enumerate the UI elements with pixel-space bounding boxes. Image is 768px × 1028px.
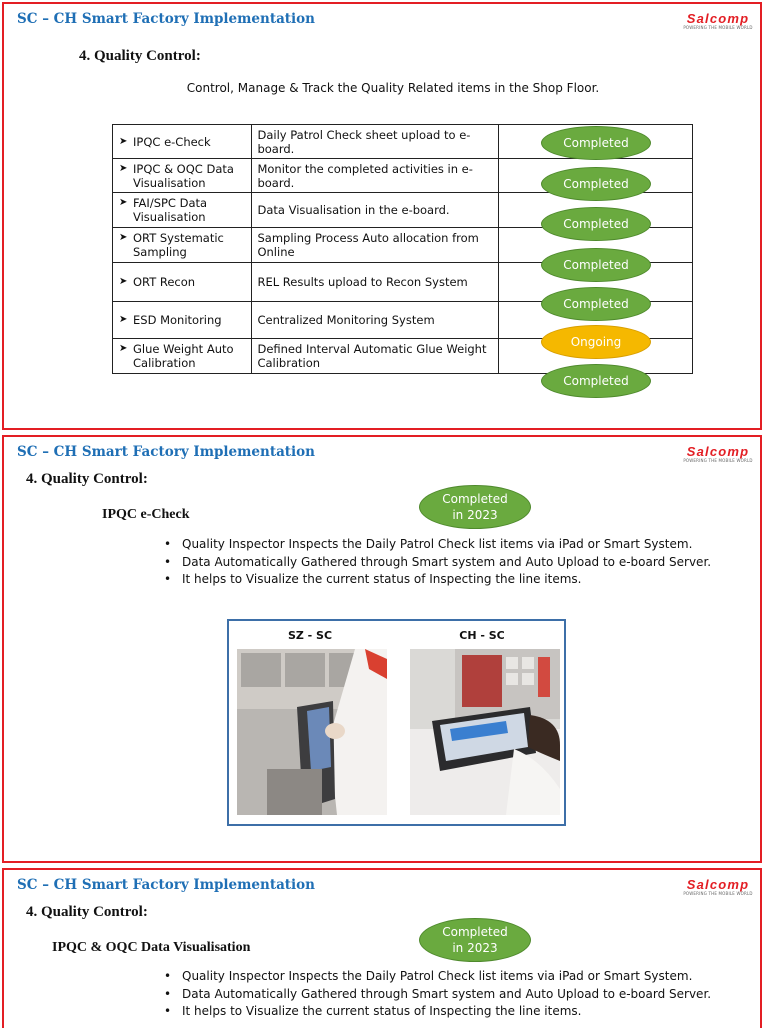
logo-wordmark: Salcomp [686, 11, 750, 26]
arrow-bullet-icon: ➤ [119, 232, 128, 243]
sub-heading: IPQC e-Check [102, 507, 190, 522]
logo-tagline: POWERING THE MOBILE WORLD [683, 25, 753, 30]
item-name: ORT Recon [133, 275, 196, 289]
slide-quality-control-overview [2, 2, 762, 430]
status-badge: Completed [541, 126, 651, 160]
photo-panel [227, 619, 566, 826]
arrow-bullet-icon: ➤ [119, 135, 128, 147]
logo-wordmark: Salcomp [686, 877, 750, 892]
item-description: Daily Patrol Check sheet upload to e-board. [252, 125, 499, 159]
item-description: Monitor the completed activities in e-board. [252, 159, 499, 193]
arrow-bullet-icon: ➤ [119, 162, 128, 174]
completion-badge [419, 918, 531, 962]
item-description: Sampling Process Auto allocation from Online [252, 228, 499, 263]
list-item: • Quality Inspector Inspects the Daily Patrol Check list items via iPad or Smart System. [164, 969, 693, 983]
item-name: IPQC & OQC Data Visualisation [133, 161, 234, 190]
list-item: • It helps to Visualize the current status of Inspecting the line items. [164, 572, 582, 586]
photo-caption: SZ - SC [287, 629, 333, 642]
arrow-bullet-icon: ➤ [119, 343, 128, 354]
completion-badge [419, 485, 531, 529]
logo-tagline: POWERING THE MOBILE WORLD [683, 458, 753, 463]
bullet-list [164, 536, 711, 589]
status-badge: Completed [541, 364, 651, 398]
badge-line: Completed [442, 492, 508, 506]
item-description: REL Results upload to Recon System [252, 263, 499, 302]
badge-line: in 2023 [452, 508, 498, 522]
item-name: Glue Weight Auto Calibration [133, 342, 234, 370]
slide-title: SC – CH Smart Factory Implementation [17, 877, 315, 893]
intro-text: Control, Manage & Track the Quality Related items in the Shop Floor. [186, 81, 600, 95]
photo-caption: CH - SC [459, 629, 505, 642]
item-description: Defined Interval Automatic Glue Weight Calibration [252, 339, 499, 374]
list-item: • It helps to Visualize the current status of Inspecting the line items. [164, 1004, 582, 1018]
inspector-tablet-photo-sz [237, 649, 387, 815]
item-description: Centralized Monitoring System [252, 302, 499, 339]
item-name: FAI/SPC Data Visualisation [133, 196, 208, 224]
arrow-bullet-icon: ➤ [119, 197, 128, 208]
status-badge: Completed [541, 287, 651, 321]
slide-title: SC – CH Smart Factory Implementation [17, 11, 315, 27]
list-item: • Data Automatically Gathered through Smart system and Auto Upload to e-board Server. [164, 554, 712, 569]
status-badge: Completed [541, 207, 651, 241]
slide-ipqc-oqc-data-visualisation [2, 868, 762, 1028]
logo-tagline: POWERING THE MOBILE WORLD [683, 891, 753, 896]
salcomp-logo [680, 12, 756, 34]
slide-ipqc-e-check [2, 435, 762, 863]
section-heading: 4. Quality Control: [79, 48, 201, 64]
salcomp-logo [680, 878, 756, 900]
section-heading: 4. Quality Control: [26, 904, 148, 920]
list-item: • Quality Inspector Inspects the Daily Patrol Check list items via iPad or Smart System. [164, 537, 693, 551]
sub-heading: IPQC & OQC Data Visualisation [52, 940, 251, 955]
logo-wordmark: Salcomp [686, 444, 750, 459]
salcomp-logo [680, 445, 756, 467]
status-badge: Completed [541, 167, 651, 201]
item-name: ESD Monitoring [133, 313, 222, 327]
arrow-bullet-icon: ➤ [119, 276, 128, 287]
status-badge: Completed [541, 248, 651, 282]
list-item: • Data Automatically Gathered through Smart system and Auto Upload to e-board Server. [164, 986, 712, 1001]
inspector-tablet-photo-ch [410, 649, 560, 815]
item-name: IPQC e-Check [133, 134, 211, 149]
section-heading: 4. Quality Control: [26, 471, 148, 487]
item-name: ORT Systematic Sampling [133, 231, 224, 259]
item-description: Data Visualisation in the e-board. [252, 193, 499, 228]
status-badge: Ongoing [541, 325, 651, 359]
badge-line: Completed [442, 925, 508, 939]
arrow-bullet-icon: ➤ [119, 314, 128, 325]
slide-title: SC – CH Smart Factory Implementation [17, 444, 315, 460]
bullet-list [164, 968, 711, 1021]
badge-line: in 2023 [452, 941, 498, 955]
